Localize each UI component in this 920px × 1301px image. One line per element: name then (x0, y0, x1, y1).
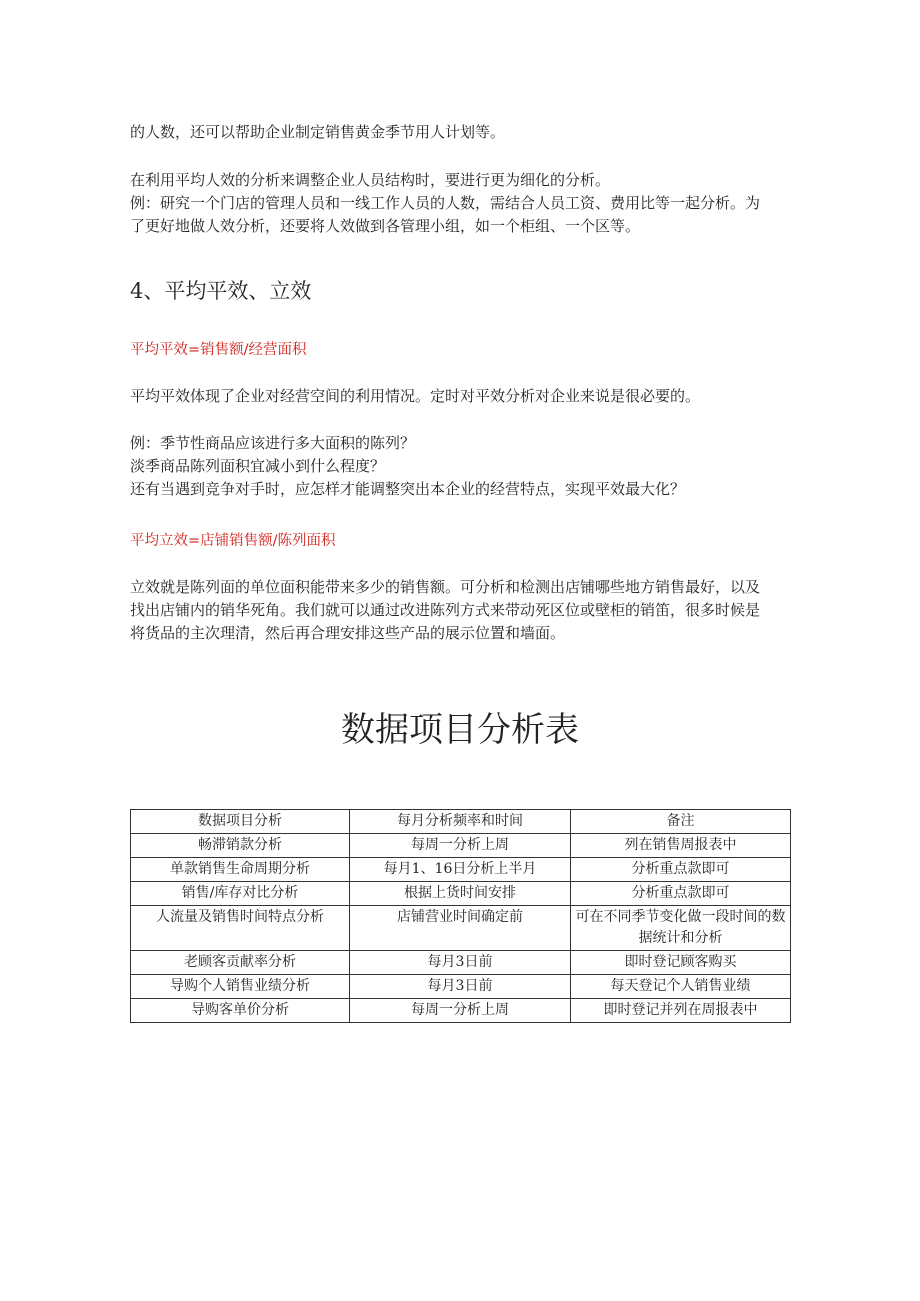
section-heading: 4、平均平效、立效 (130, 279, 312, 303)
paragraph-line: 将货品的主次理清，然后再合理安排这些产品的展示位置和墙面。 (130, 624, 566, 642)
table-title: 数据项目分析表 (341, 710, 579, 750)
table-cell: 根据上货时间安排 (350, 882, 571, 906)
data-analysis-table (130, 809, 791, 1023)
formula-li-xiao: 平均立效=店铺销售额/陈列面积 (130, 533, 336, 549)
paragraph-examples (130, 432, 790, 501)
paragraph-ping-xiao: 平均平效体现了企业对经营空间的利用情况。定时对平效分析对企业来说是很必要的。 (130, 387, 701, 405)
paragraph-line: 例：研究一个门店的管理人员和一线工作人员的人数，需结合人员工资、费用比等一起分析。为 (130, 194, 761, 212)
paragraph-li-xiao (130, 576, 790, 645)
table-cell: 每天登记个人销售业绩 (571, 975, 791, 999)
table-header-row (131, 810, 791, 834)
table-cell: 每月1、16日分析上半月 (350, 858, 571, 882)
table-header-cell: 每月分析频率和时间 (350, 810, 571, 834)
paragraph-line: 淡季商品陈列面积宜减小到什么程度？ (130, 457, 386, 475)
table-cell: 列在销售周报表中 (571, 834, 791, 858)
table-cell: 每周一分析上周 (350, 999, 571, 1023)
table-cell: 即时登记顾客购买 (571, 951, 791, 975)
table-cell: 导购个人销售业绩分析 (131, 975, 350, 999)
table-cell: 导购客单价分析 (131, 999, 350, 1023)
table-cell: 老顾客贡献率分析 (131, 951, 350, 975)
paragraph-line: 在利用平均人效的分析来调整企业人员结构时，要进行更为细化的分析。 (130, 171, 611, 189)
formula-ping-xiao: 平均平效=销售额/经营面积 (130, 342, 307, 358)
table-row (131, 858, 791, 882)
table-row (131, 906, 791, 951)
table-cell: 每月3日前 (350, 951, 571, 975)
table-row (131, 882, 791, 906)
paragraph-line: 还有当遇到竞争对手时，应怎样才能调整突出本企业的经营特点，实现平效最大化？ (130, 480, 686, 498)
table-cell: 即时登记并列在周报表中 (571, 999, 791, 1023)
paragraph-line: 立效就是陈列面的单位面积能带来多少的销售额。可分析和检测出店铺哪些地方销售最好，以及 (130, 578, 761, 596)
table-cell: 分析重点款即可 (571, 882, 791, 906)
table-cell: 人流量及销售时间特点分析 (131, 906, 350, 951)
table-cell: 店铺营业时间确定前 (350, 906, 571, 951)
table-row (131, 975, 791, 999)
table-header-cell: 备注 (571, 810, 791, 834)
table-cell: 每周一分析上周 (350, 834, 571, 858)
table-cell: 畅滞销款分析 (131, 834, 350, 858)
paragraph-staff-plan: 的人数，还可以帮助企业制定销售黄金季节用人计划等。 (130, 123, 506, 141)
table-cell: 可在不同季节变化做一段时间的数据统计和分析 (571, 906, 791, 951)
table-cell: 每月3日前 (350, 975, 571, 999)
paragraph-line: 找出店铺内的销华死角。我们就可以通过改进陈列方式来带动死区位或壁柜的销笛，很多时候是 (130, 601, 761, 619)
table-row (131, 834, 791, 858)
paragraph-line: 了更好地做人效分析，还要将人效做到各管理小组，如一个柜组、一个区等。 (130, 217, 641, 235)
table-header-cell: 数据项目分析 (131, 810, 350, 834)
table-cell: 销售/库存对比分析 (131, 882, 350, 906)
table-cell: 单款销售生命周期分析 (131, 858, 350, 882)
paragraph-line: 例：季节性商品应该进行多大面积的陈列？ (130, 434, 416, 452)
table-row (131, 999, 791, 1023)
table-cell: 分析重点款即可 (571, 858, 791, 882)
table-row (131, 951, 791, 975)
paragraph-staff-efficiency (130, 169, 790, 238)
